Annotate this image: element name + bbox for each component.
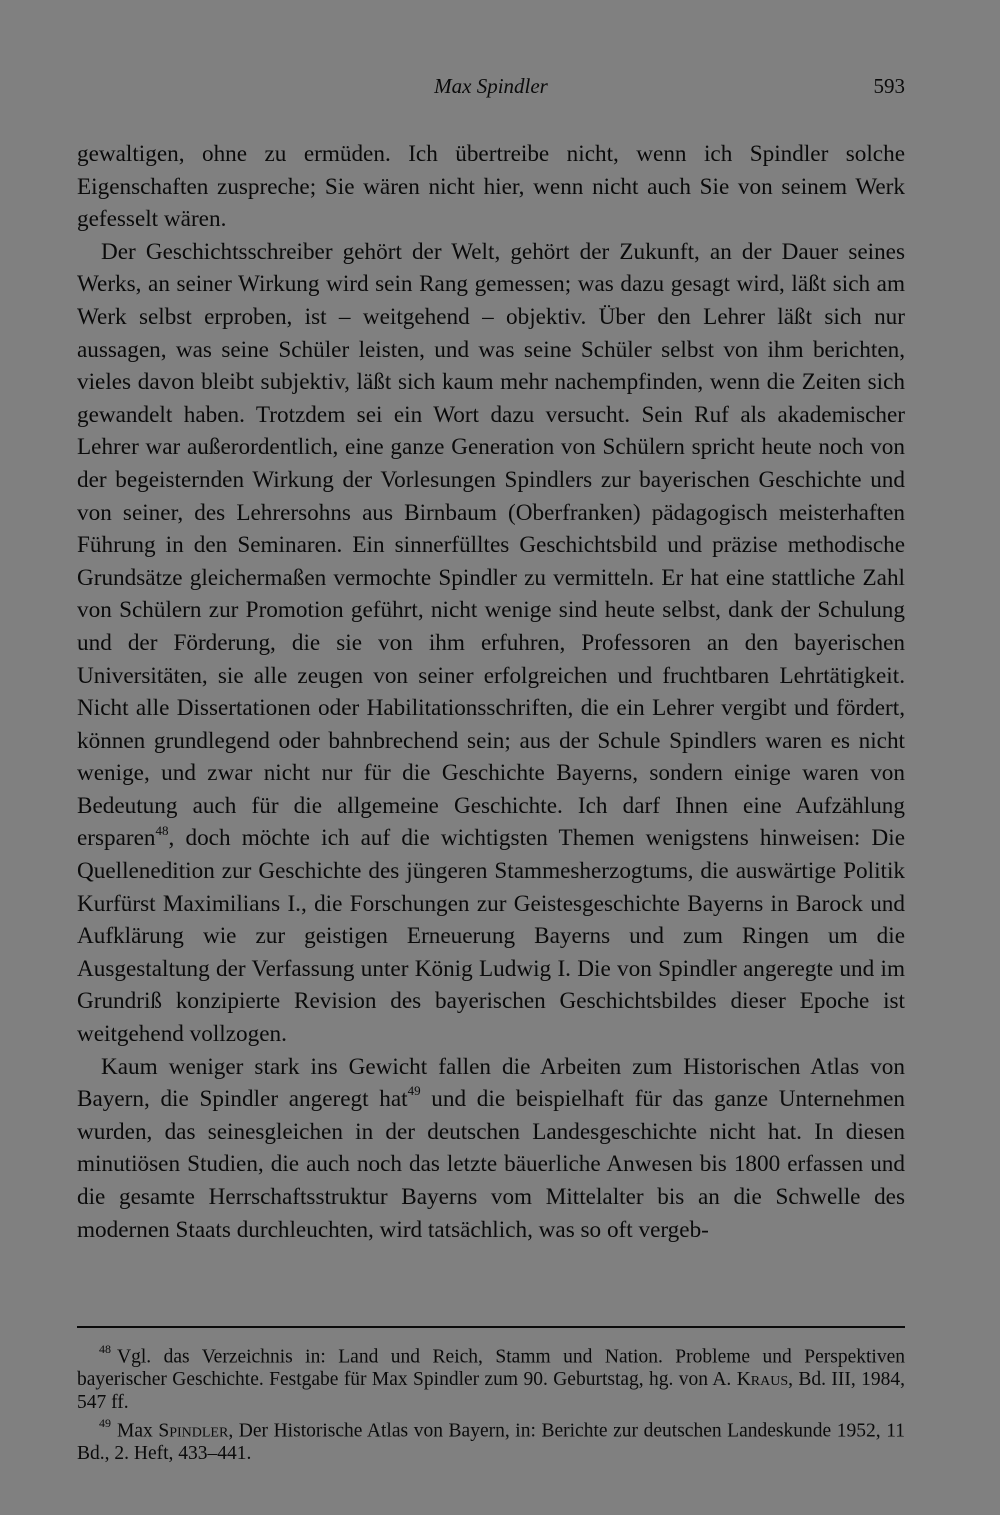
footnote-divider [77,1326,905,1328]
footnote-48 [77,1340,905,1414]
footnote-author: Spindler [158,1420,229,1442]
page-number: 593 [873,74,905,98]
footnote-author: Kraus [736,1369,789,1391]
page-header [77,74,905,104]
paragraph-3-text-a: Kaum weniger stark ins Gewicht fallen die Arbeiten zum Historischen Atlas von Bayern, die Spindler angeregt hat [77,1053,905,1113]
main-text [77,138,905,1246]
paragraph-2 [77,236,905,1051]
paragraph-3-text-b: und die beispielhaft für das ganze Unternehmen wurden, das seinesgleichen in der deutschen Landesgeschichte nicht hat. In diesen minutiösen Studien, die auch noch das letzte bäuerliche Anwesen bis 1800 erfassen und die gesamte Herrschaftsstruktur Bayerns vom Mittelalter bis an die Schwelle des modernen Staats durchleuchten, wird tatsächlich, was so oft vergeb- [77,1086,905,1243]
footnote-text-a: Max [117,1420,153,1442]
running-title: Max Spindler [434,74,548,98]
footnote-ref-49: 49 [407,1083,421,1099]
footnote-number: 48 [99,1342,111,1356]
footnote-text-b: , Bd. III, 1984, 547 ff. [77,1369,905,1413]
footnote-49 [77,1414,905,1466]
footnotes [77,1340,905,1466]
paragraph-3 [77,1051,905,1247]
footnote-ref-48: 48 [155,822,169,838]
footnote-text-a: Vgl. das Verzeichnis in: Land und Reich, Stamm und Nation. Probleme und Perspektiven bayerischer Geschichte. Festgabe für Max Spindler zum 90. Geburtstag, hg. von A. [77,1346,905,1391]
paragraph-2-text-b: , doch möchte ich auf die wichtigsten Themen wenigstens hinweisen: Die Quellenedition zur Geschichte des jüngeren Stammesherzogtums, die auswärtige Politik Kurfürst Maximilians I., die Forschungen zur Geistesgeschichte Bayerns in Barock und Aufklärung wie zur geistigen Erneuerung Bayerns und zum Ringen um die Ausgestaltung der Verfassung unter König Ludwig I. Die von Spindler angeregte und im Grundriß konzipierte Revision des bayerischen Geschichtsbildes dieser Epoche ist weitgehend vollzogen. [77,825,905,1048]
paragraph-2-text-a: Der Geschichtsschreiber gehört der Welt, gehört der Zukunft, an der Dauer seines Werks, an seiner Wirkung wird sein Rang gemessen; was dazu gesagt wird, läßt sich am Werk selbst erproben, ist – weitgehend – objektiv. Über den Lehrer läßt sich nur aussagen, was seine Schüler leisten, und was seine Schüler selbst von ihm berichten, vieles davon bleibt subjektiv, läßt sich kaum mehr nachempfinden, wenn die Zeiten sich gewandelt haben. Trotzdem sei ein Wort dazu versucht. Sein Ruf als akademischer Lehrer war außerordentlich, eine ganze Generation von Schülern spricht heute noch von der begeisternden Wirkung der Vorlesungen Spindlers zur bayerischen Geschichte und von seiner, des Lehrersohns aus Birnbaum (Oberfranken) pädagogisch meisterhaften Führung in den Seminaren. Ein sinnerfülltes Geschichtsbild und präzise methodische Grundsätze gleichermaßen vermochte Spindler zu vermitteln. Er hat eine stattliche Zahl von Schülern zur Promotion geführt, nicht wenige sind heute selbst, dank der Schulung und der Förderung, die sie von ihm erfuhren, Professoren an den bayerischen Universitäten, sie alle zeugen von seiner erfolgreichen und fruchtbaren Lehrtätigkeit. Nicht alle Dissertationen oder Habilitationsschriften, die ein Lehrer vergibt und fördert, können grundlegend oder bahnbrechend sein; aus der Schule Spindlers waren es nicht wenige, und zwar nicht nur für die Geschichte Bayerns, sondern einige waren von Bedeutung auch für die allgemeine Geschichte. Ich darf Ihnen eine Aufzählung ersparen [77,238,905,852]
footnote-text-b: , Der Historische Atlas von Bayern, in: Berichte zur deutschen Landeskunde 1952, 11 Bd., 2. Heft, 433–441. [77,1420,905,1465]
footnote-number: 49 [99,1416,111,1431]
paragraph-1-text: gewaltigen, ohne zu ermüden. Ich übertreibe nicht, wenn ich Spindler solche Eigenschaften zuspreche; Sie wären nicht hier, wenn nicht auch Sie von seinem Werk gefesselt wären. [77,141,905,233]
paragraph-1 [77,138,905,236]
